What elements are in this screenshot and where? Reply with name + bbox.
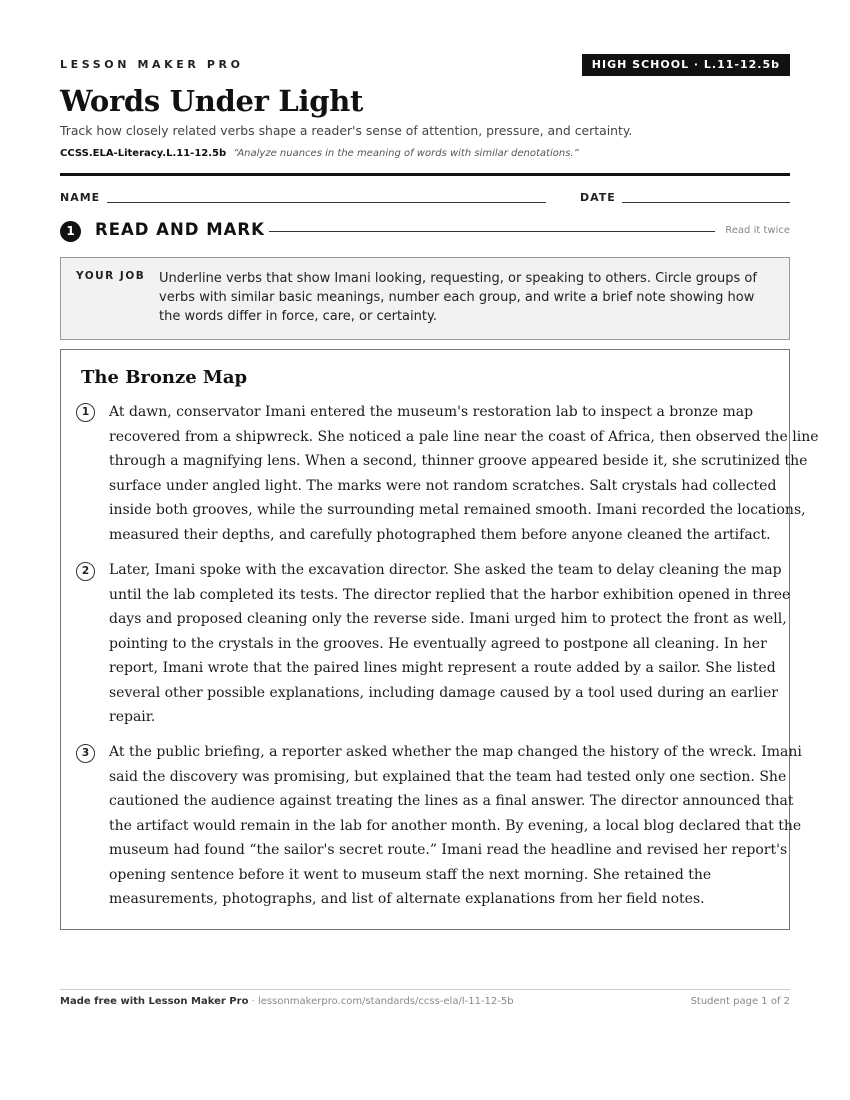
paragraph-line: repair.	[109, 709, 156, 725]
instructions-line: the words differ in force, care, or certainty.	[159, 309, 437, 324]
date-label: DATE	[580, 191, 616, 204]
paragraph-line: inside both grooves, while the surrounding metal remained smooth. Imani recorded the locations,	[109, 502, 806, 518]
worksheet-title: Words Under Light	[60, 84, 364, 118]
paragraph-line: Later, Imani spoke with the excavation director. She asked the team to delay cleaning the map	[109, 562, 782, 578]
instructions-label: YOUR JOB	[76, 270, 146, 282]
standard-code: CCSS.ELA-Literacy.L.11-12.5b	[60, 148, 227, 159]
reading-passage	[60, 349, 819, 930]
paragraph-line: opening sentence before it went to museum staff the next morning. She retained the	[109, 866, 712, 883]
paragraph-text	[109, 558, 791, 730]
footer-made-with: Made free with Lesson Maker Pro	[60, 996, 249, 1007]
section-number-badge: 1	[60, 221, 81, 242]
paragraph-line: recovered from a shipwreck. She noticed a pale line near the coast of Africa, then observed the line	[109, 428, 819, 445]
paragraph-line: the artifact would remain in the lab for another month. By evening, a local blog declared that the	[109, 817, 802, 834]
paragraph-line: cautioned the audience against treating the lines as a final answer. The director announced that	[109, 793, 794, 809]
paragraph-text	[109, 740, 802, 912]
paragraph-line: through a magnifying lens. When a second, thinner groove appeared beside it, she scrutinized the	[109, 453, 808, 469]
footer-credit	[60, 996, 514, 1007]
instructions-box	[60, 257, 790, 340]
student-fields	[60, 190, 790, 206]
footer-page-number: Student page 1 of 2	[690, 996, 790, 1007]
section-rule	[269, 231, 715, 232]
paragraph-line: pointing to the crystals in the grooves. He eventually agreed to postpone all cleaning. In her	[109, 635, 767, 652]
brand-name: LESSON MAKER PRO	[60, 58, 244, 71]
instructions-line: verbs with similar basic meanings, number each group, and write a brief note showing how	[159, 290, 755, 305]
paragraph-line: surface under angled light. The marks were not random scratches. Salt crystals had collected	[109, 477, 777, 494]
instructions-text	[159, 269, 774, 326]
footer-url: · lessonmakerpro.com/standards/ccss-ela/l-11-12-5b	[248, 996, 514, 1007]
paragraph-number: 1	[76, 403, 95, 422]
section-note: Read it twice	[725, 225, 790, 236]
name-label: NAME	[60, 191, 101, 204]
footer-divider	[60, 989, 790, 990]
paragraph-line: At the public briefing, a reporter asked whether the map changed the history of the wreck. Imani	[109, 744, 802, 760]
standard-reference	[60, 148, 579, 159]
paragraph-line: report, Imani wrote that the paired lines might represent a route added by a sailor. She listed	[109, 660, 776, 676]
paragraph-line: said the discovery was promising, but explained that the team had tested only one section. She	[109, 768, 787, 785]
grade-standard-badge: HIGH SCHOOL · L.11-12.5b	[582, 54, 790, 76]
paragraph-number: 2	[76, 562, 95, 581]
paragraph-line: At dawn, conservator Imani entered the museum's restoration lab to inspect a bronze map	[109, 404, 754, 420]
section-title: READ AND MARK	[95, 220, 265, 239]
name-line[interactable]	[107, 202, 546, 203]
header-divider	[60, 173, 790, 176]
section-header	[60, 220, 790, 242]
paragraph-line: measurements, photographs, and list of alternate explanations from her field notes.	[109, 891, 705, 907]
passage-title: The Bronze Map	[81, 367, 248, 388]
paragraph-line: several other possible explanations, including damage caused by a tool used during an earlier	[109, 684, 778, 701]
date-line[interactable]	[622, 202, 790, 203]
paragraph-line: museum had found “the sailor's secret route.” Imani read the headline and revised her report's	[109, 842, 788, 858]
paragraph-number: 3	[76, 744, 95, 763]
paragraph-line: until the lab completed its tests. The director replied that the harbor exhibition opened in three	[109, 586, 791, 603]
paragraph-text	[109, 400, 819, 547]
worksheet-page	[60, 0, 819, 1100]
paragraph-line: days and proposed cleaning only the reverse side. Imani urged him to protect the front as well,	[109, 611, 787, 627]
paragraph-line: measured their depths, and carefully photographed them before anyone cleaned the artifact.	[109, 526, 771, 543]
standard-quote: “Analyze nuances in the meaning of words with similar denotations.”	[233, 148, 579, 159]
worksheet-subtitle: Track how closely related verbs shape a reader's sense of attention, pressure, and certainty.	[60, 123, 633, 138]
instructions-line: Underline verbs that show Imani looking, requesting, or speaking to others. Circle groups of	[159, 271, 757, 286]
